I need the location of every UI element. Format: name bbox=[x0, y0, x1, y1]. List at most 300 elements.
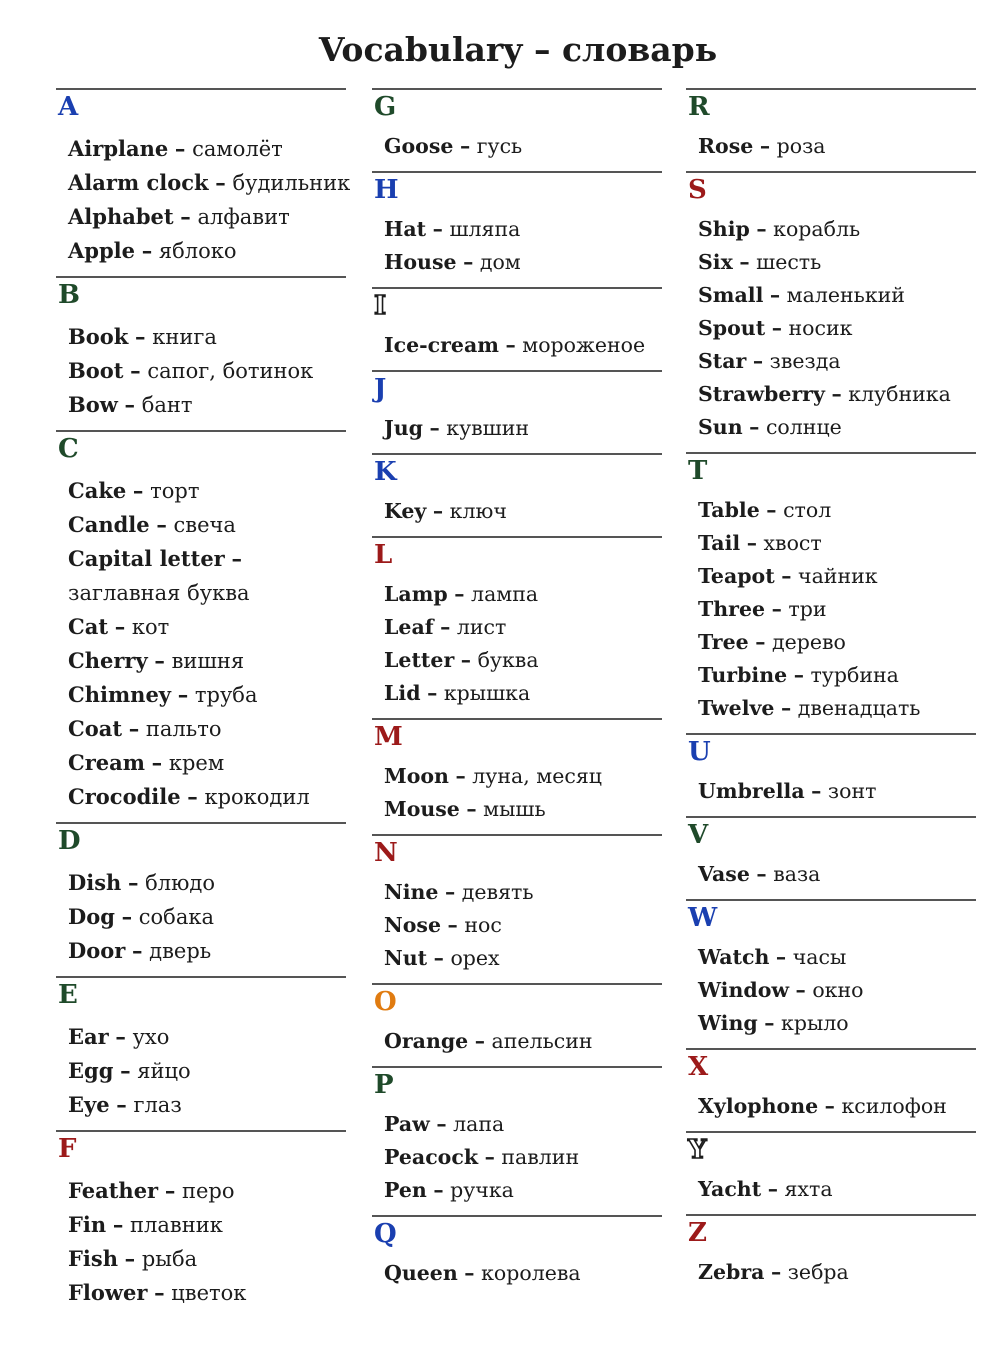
russian-translation: рыба bbox=[141, 1247, 198, 1271]
word-entry bbox=[698, 659, 976, 692]
word-entry bbox=[68, 678, 346, 712]
letter-section-h bbox=[372, 171, 662, 279]
russian-translation: солнце bbox=[765, 415, 842, 439]
russian-translation: дерево bbox=[771, 630, 846, 654]
word-list bbox=[698, 494, 976, 725]
word-entry bbox=[698, 941, 976, 974]
russian-translation: блюдо bbox=[145, 871, 215, 895]
word-entry bbox=[68, 780, 346, 814]
russian-translation: кувшин bbox=[446, 416, 530, 440]
english-word: Window bbox=[698, 978, 790, 1002]
russian-translation: девять bbox=[461, 880, 534, 904]
entry-dash: – bbox=[739, 250, 750, 274]
word-list bbox=[384, 329, 662, 362]
english-word: Candle bbox=[68, 512, 150, 537]
entry-dash: – bbox=[781, 564, 792, 588]
letter-section-e bbox=[56, 976, 346, 1122]
vocabulary-column-2 bbox=[372, 88, 662, 1298]
word-entry bbox=[698, 378, 976, 411]
entry-dash: – bbox=[432, 217, 443, 241]
entry-dash: – bbox=[767, 1177, 778, 1201]
english-word: Small bbox=[698, 283, 764, 307]
word-entry bbox=[68, 712, 346, 746]
word-entry bbox=[68, 354, 346, 388]
entry-dash: – bbox=[124, 392, 136, 417]
russian-translation: ключ bbox=[449, 499, 507, 523]
russian-translation: орех bbox=[450, 946, 500, 970]
russian-translation: крем bbox=[168, 751, 225, 775]
entry-dash: – bbox=[120, 1058, 131, 1083]
word-list bbox=[384, 760, 662, 826]
english-word: Bow bbox=[68, 392, 118, 417]
russian-translation: часы bbox=[792, 945, 847, 969]
word-entry bbox=[698, 775, 976, 808]
letter-section-t bbox=[686, 452, 976, 725]
english-word: Pen bbox=[384, 1178, 427, 1202]
word-entry bbox=[384, 760, 662, 793]
russian-translation: ручка bbox=[450, 1178, 514, 1202]
english-word: Chimney bbox=[68, 682, 172, 707]
russian-translation: ухо bbox=[132, 1025, 170, 1049]
section-letter: C bbox=[58, 434, 79, 464]
word-entry bbox=[68, 474, 346, 508]
word-list bbox=[68, 132, 351, 268]
entry-dash: – bbox=[459, 134, 471, 158]
russian-translation: перо bbox=[182, 1179, 235, 1203]
letter-section-p bbox=[372, 1066, 662, 1207]
english-word: Teapot bbox=[698, 564, 775, 588]
russian-translation: гусь bbox=[476, 134, 523, 158]
entry-dash: – bbox=[770, 1260, 782, 1284]
russian-translation: лист bbox=[456, 615, 507, 639]
russian-translation: труба bbox=[194, 683, 258, 707]
title-dash: – bbox=[533, 30, 551, 69]
entry-dash: – bbox=[755, 630, 766, 654]
section-letter: S bbox=[688, 175, 707, 205]
entry-dash: – bbox=[831, 382, 842, 406]
russian-translation: дом bbox=[479, 250, 521, 274]
entry-dash: – bbox=[505, 333, 516, 357]
vocabulary-column-3 bbox=[686, 88, 976, 1297]
letter-section-w bbox=[686, 899, 976, 1040]
word-entry bbox=[698, 279, 976, 312]
russian-translation: яйцо bbox=[137, 1059, 191, 1083]
russian-translation: луна, месяц bbox=[472, 764, 602, 788]
section-letter: Z bbox=[688, 1218, 707, 1248]
word-entry bbox=[68, 132, 346, 166]
word-entry bbox=[698, 626, 976, 659]
section-letter: L bbox=[374, 540, 393, 570]
russian-translation: яхта bbox=[784, 1177, 833, 1201]
english-word: Egg bbox=[68, 1058, 114, 1083]
english-word: Star bbox=[698, 349, 747, 373]
entry-dash: – bbox=[749, 415, 760, 439]
section-letter: U bbox=[688, 737, 711, 767]
word-entry bbox=[698, 494, 976, 527]
word-entry bbox=[68, 1020, 346, 1054]
word-entry bbox=[68, 934, 346, 968]
word-list bbox=[698, 130, 976, 163]
word-entry bbox=[384, 578, 662, 611]
entry-dash: – bbox=[447, 913, 458, 937]
letter-section-l bbox=[372, 536, 662, 710]
russian-translation: вишня bbox=[171, 649, 245, 673]
english-word: Queen bbox=[384, 1261, 458, 1285]
word-list bbox=[698, 213, 976, 444]
word-list bbox=[698, 1090, 976, 1123]
russian-translation: звезда bbox=[769, 349, 841, 373]
entry-dash: – bbox=[427, 681, 438, 705]
english-word: Goose bbox=[384, 134, 454, 158]
entry-dash: – bbox=[484, 1145, 495, 1169]
section-letter: M bbox=[374, 722, 403, 752]
english-word: Crocodile bbox=[68, 784, 181, 809]
entry-dash: – bbox=[440, 615, 451, 639]
english-word: Jug bbox=[384, 416, 423, 440]
entry-dash: – bbox=[752, 349, 764, 373]
word-list bbox=[384, 876, 662, 975]
entry-dash: – bbox=[811, 779, 822, 803]
english-word: Leaf bbox=[384, 615, 434, 639]
word-entry bbox=[384, 412, 662, 445]
word-entry bbox=[68, 746, 346, 780]
word-entry bbox=[698, 345, 976, 378]
letter-section-f bbox=[56, 1130, 346, 1310]
entry-dash: – bbox=[769, 283, 781, 307]
word-entry bbox=[68, 320, 346, 354]
section-letter: I bbox=[374, 291, 387, 321]
russian-translation: окно bbox=[812, 978, 864, 1002]
english-word: Nut bbox=[384, 946, 428, 970]
entry-dash: – bbox=[114, 614, 126, 639]
word-entry bbox=[698, 974, 976, 1007]
english-word: Letter bbox=[384, 648, 455, 672]
english-word: Three bbox=[698, 597, 766, 621]
russian-translation: стол bbox=[783, 498, 832, 522]
vocabulary-column-1 bbox=[56, 88, 351, 1318]
english-word: Lid bbox=[384, 681, 421, 705]
russian-translation: плавник bbox=[130, 1213, 223, 1237]
russian-translation: буква bbox=[477, 648, 539, 672]
word-entry bbox=[68, 1174, 346, 1208]
word-entry bbox=[68, 1208, 346, 1242]
english-word: Spout bbox=[698, 316, 766, 340]
word-entry bbox=[384, 677, 662, 710]
english-word: Ship bbox=[698, 217, 750, 241]
letter-section-s bbox=[686, 171, 976, 444]
russian-translation: кот bbox=[131, 615, 170, 639]
entry-dash: – bbox=[154, 1280, 165, 1305]
word-entry bbox=[698, 560, 976, 593]
word-entry bbox=[384, 644, 662, 677]
letter-section-y bbox=[686, 1131, 976, 1206]
entry-dash: – bbox=[121, 904, 133, 929]
word-list bbox=[68, 1174, 346, 1310]
word-entry bbox=[384, 876, 662, 909]
russian-translation: ксилофон bbox=[841, 1094, 947, 1118]
section-letter: P bbox=[374, 1070, 394, 1100]
english-word: Coat bbox=[68, 716, 123, 741]
russian-translation: зебра bbox=[787, 1260, 849, 1284]
english-word: Alarm clock bbox=[68, 170, 209, 195]
russian-translation: цветок bbox=[171, 1281, 247, 1305]
english-word: Paw bbox=[384, 1112, 430, 1136]
entry-dash: – bbox=[151, 750, 163, 775]
section-letter: T bbox=[688, 456, 708, 486]
russian-translation: торт bbox=[150, 479, 200, 503]
russian-translation: собака bbox=[138, 905, 214, 929]
english-word: Ear bbox=[68, 1024, 109, 1049]
word-entry bbox=[698, 1090, 976, 1123]
russian-translation: крыло bbox=[781, 1011, 849, 1035]
english-word: Ice-cream bbox=[384, 333, 499, 357]
letter-section-d bbox=[56, 822, 346, 968]
russian-translation: нос bbox=[464, 913, 502, 937]
section-letter: Q bbox=[374, 1219, 397, 1249]
russian-translation: королева bbox=[481, 1261, 581, 1285]
entry-dash: – bbox=[454, 582, 465, 606]
section-letter: D bbox=[58, 826, 81, 856]
entry-dash: – bbox=[771, 597, 782, 621]
word-entry bbox=[384, 793, 662, 826]
section-letter: E bbox=[58, 980, 78, 1010]
letter-section-r bbox=[686, 88, 976, 163]
english-word: Strawberry bbox=[698, 382, 825, 406]
russian-translation: крышка bbox=[443, 681, 531, 705]
russian-translation: шляпа bbox=[449, 217, 521, 241]
word-entry bbox=[698, 213, 976, 246]
word-list bbox=[698, 1173, 976, 1206]
russian-translation: хвост bbox=[763, 531, 822, 555]
word-list bbox=[68, 1020, 346, 1122]
word-list bbox=[384, 213, 662, 279]
english-word: Feather bbox=[68, 1178, 159, 1203]
entry-dash: – bbox=[231, 546, 242, 571]
russian-translation: носик bbox=[788, 316, 853, 340]
russian-translation: дверь bbox=[149, 939, 212, 963]
word-entry bbox=[68, 1054, 346, 1088]
section-letter: W bbox=[688, 903, 718, 933]
entry-dash: – bbox=[436, 1112, 447, 1136]
word-entry bbox=[384, 213, 662, 246]
entry-dash: – bbox=[433, 1178, 444, 1202]
russian-translation: роза bbox=[776, 134, 826, 158]
section-letter: H bbox=[374, 175, 399, 205]
letter-section-g bbox=[372, 88, 662, 163]
russian-translation: шесть bbox=[756, 250, 822, 274]
russian-translation: корабль bbox=[773, 217, 861, 241]
entry-dash: – bbox=[130, 358, 141, 383]
english-word: Table bbox=[698, 498, 760, 522]
entry-dash: – bbox=[112, 1212, 124, 1237]
section-letter: B bbox=[58, 280, 80, 310]
entry-dash: – bbox=[432, 499, 444, 523]
entry-dash: – bbox=[433, 946, 444, 970]
word-entry bbox=[698, 411, 976, 444]
english-word: Wing bbox=[698, 1011, 758, 1035]
russian-translation: турбина bbox=[810, 663, 899, 687]
word-list bbox=[384, 412, 662, 445]
english-word: Twelve bbox=[698, 696, 775, 720]
word-entry bbox=[68, 1088, 346, 1122]
word-entry bbox=[68, 234, 346, 268]
letter-section-c bbox=[56, 430, 346, 814]
title-russian: словарь bbox=[561, 30, 718, 69]
english-word: Hat bbox=[384, 217, 427, 241]
word-entry bbox=[698, 246, 976, 279]
english-word: Eye bbox=[68, 1092, 110, 1117]
english-word: Rose bbox=[698, 134, 754, 158]
letter-section-q bbox=[372, 1215, 662, 1290]
english-word: Tree bbox=[698, 630, 749, 654]
entry-dash: – bbox=[824, 1094, 835, 1118]
entry-dash: – bbox=[474, 1029, 486, 1053]
word-list bbox=[698, 775, 976, 808]
letter-section-i bbox=[372, 287, 662, 362]
section-letter: V bbox=[688, 820, 709, 850]
english-word: Dish bbox=[68, 870, 122, 895]
section-letter: K bbox=[374, 457, 397, 487]
word-entry bbox=[698, 1007, 976, 1040]
entry-dash: – bbox=[455, 764, 466, 788]
word-entry bbox=[68, 508, 346, 542]
english-word: Door bbox=[68, 938, 126, 963]
entry-dash: – bbox=[164, 1178, 176, 1203]
english-word: Nose bbox=[384, 913, 441, 937]
word-list bbox=[384, 1257, 662, 1290]
entry-dash: – bbox=[127, 870, 139, 895]
word-entry bbox=[384, 1174, 662, 1207]
russian-translation: мышь bbox=[483, 797, 546, 821]
entry-dash: – bbox=[464, 1261, 475, 1285]
word-entry bbox=[68, 866, 346, 900]
english-word: Zebra bbox=[698, 1260, 765, 1284]
english-word: Xylophone bbox=[698, 1094, 819, 1118]
english-word: Book bbox=[68, 324, 129, 349]
entry-dash: – bbox=[116, 1092, 127, 1117]
entry-dash: – bbox=[141, 238, 153, 263]
entry-dash: – bbox=[771, 316, 782, 340]
word-entry bbox=[698, 1173, 976, 1206]
word-entry bbox=[698, 593, 976, 626]
russian-translation: клубника bbox=[848, 382, 951, 406]
english-word: Turbine bbox=[698, 663, 788, 687]
word-list bbox=[384, 1108, 662, 1207]
russian-translation: самолёт bbox=[192, 137, 283, 161]
english-word: Alphabet bbox=[68, 204, 174, 229]
english-word: Sun bbox=[698, 415, 743, 439]
english-word: Peacock bbox=[384, 1145, 479, 1169]
russian-translation: ваза bbox=[773, 862, 821, 886]
russian-translation: павлин bbox=[501, 1145, 580, 1169]
entry-dash: – bbox=[746, 531, 757, 555]
section-letter: Y bbox=[688, 1135, 707, 1165]
word-entry bbox=[384, 611, 662, 644]
word-entry bbox=[384, 1025, 662, 1058]
word-entry bbox=[698, 1256, 976, 1289]
english-word: Nine bbox=[384, 880, 439, 904]
word-entry bbox=[68, 1276, 346, 1310]
english-word: Fin bbox=[68, 1212, 107, 1237]
word-list bbox=[698, 858, 976, 891]
word-entry bbox=[384, 942, 662, 975]
english-word: Yacht bbox=[698, 1177, 762, 1201]
russian-translation: крокодил bbox=[204, 785, 310, 809]
word-list bbox=[384, 578, 662, 710]
entry-dash: – bbox=[780, 696, 792, 720]
word-entry bbox=[384, 1257, 662, 1290]
word-list bbox=[698, 941, 976, 1040]
entry-dash: – bbox=[795, 978, 806, 1002]
section-letter: N bbox=[374, 838, 398, 868]
letter-section-x bbox=[686, 1048, 976, 1123]
entry-dash: – bbox=[756, 862, 767, 886]
word-entry bbox=[698, 692, 976, 725]
page-title bbox=[0, 30, 1000, 70]
letter-section-m bbox=[372, 718, 662, 826]
russian-translation: заглавная буква bbox=[68, 581, 250, 605]
word-entry bbox=[68, 542, 353, 610]
english-word: Six bbox=[698, 250, 733, 274]
english-word: Mouse bbox=[384, 797, 460, 821]
entry-dash: – bbox=[124, 1246, 136, 1271]
english-word: Cat bbox=[68, 614, 109, 639]
russian-translation: лапа bbox=[453, 1112, 505, 1136]
word-entry bbox=[384, 909, 662, 942]
word-entry bbox=[68, 644, 346, 678]
entry-dash: – bbox=[135, 324, 146, 349]
section-letter: R bbox=[688, 92, 710, 122]
english-word: Airplane bbox=[68, 136, 169, 161]
word-entry bbox=[68, 900, 346, 934]
entry-dash: – bbox=[177, 682, 189, 707]
entry-dash: – bbox=[793, 663, 804, 687]
english-word: Vase bbox=[698, 862, 750, 886]
word-entry bbox=[68, 1242, 346, 1276]
english-word: Boot bbox=[68, 358, 124, 383]
entry-dash: – bbox=[215, 170, 226, 195]
entry-dash: – bbox=[131, 938, 143, 963]
russian-translation: три bbox=[788, 597, 827, 621]
russian-translation: глаз bbox=[133, 1093, 182, 1117]
russian-translation: будильник bbox=[232, 171, 351, 195]
entry-dash: – bbox=[429, 416, 440, 440]
russian-translation: яблоко bbox=[158, 239, 237, 263]
english-word: Fish bbox=[68, 1246, 118, 1271]
russian-translation: двенадцать bbox=[797, 696, 921, 720]
russian-translation: лампа bbox=[471, 582, 539, 606]
word-entry bbox=[384, 1108, 662, 1141]
letter-section-n bbox=[372, 834, 662, 975]
english-word: House bbox=[384, 250, 457, 274]
entry-dash: – bbox=[187, 784, 198, 809]
english-word: Flower bbox=[68, 1280, 148, 1305]
word-entry bbox=[698, 858, 976, 891]
english-word: Key bbox=[384, 499, 427, 523]
russian-translation: свеча bbox=[173, 513, 236, 537]
entry-dash: – bbox=[756, 217, 767, 241]
english-word: Orange bbox=[384, 1029, 469, 1053]
english-word: Cream bbox=[68, 750, 145, 775]
english-word: Moon bbox=[384, 764, 449, 788]
english-word: Tail bbox=[698, 531, 741, 555]
word-entry bbox=[68, 610, 346, 644]
letter-section-z bbox=[686, 1214, 976, 1289]
section-letter: J bbox=[374, 374, 387, 404]
russian-translation: книга bbox=[152, 325, 217, 349]
entry-dash: – bbox=[460, 648, 472, 672]
entry-dash: – bbox=[766, 498, 777, 522]
